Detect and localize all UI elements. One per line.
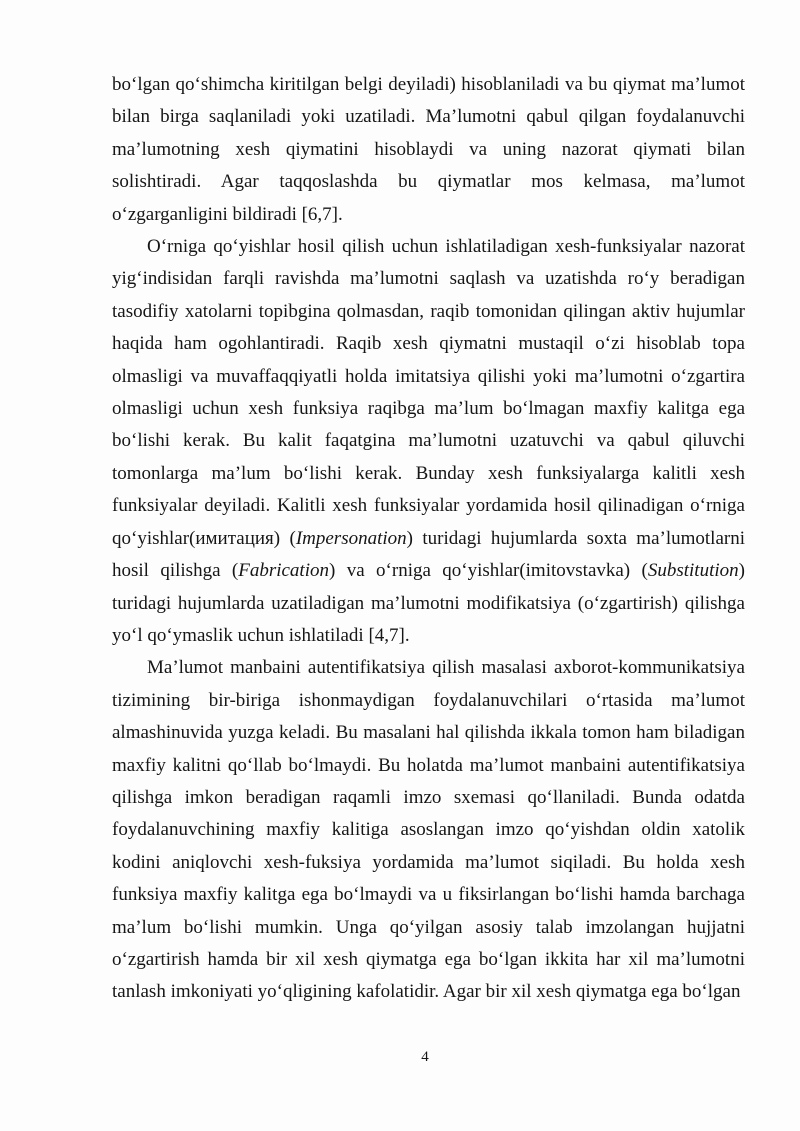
text-segment: ) (738, 560, 745, 582)
italic-term: Substitution (647, 560, 739, 582)
text-line (112, 134, 745, 166)
text-line (112, 782, 745, 814)
text-line (112, 425, 745, 457)
text-segment: O‘rniga qo‘yishlar hosil qilish uchun ishlatiladigan xesh-funksiyalar nazorat (147, 236, 745, 258)
paragraph (112, 652, 745, 1008)
text-segment: yig‘indisidan farqli ravishda ma’lumotni saqlash va uzatishda ro‘y beradigan (112, 268, 745, 290)
italic-term: Fabrication (238, 560, 329, 582)
text-line (112, 814, 745, 846)
text-line (112, 69, 745, 101)
text-segment: yo‘l qo‘ymaslik uchun ishlatiladi [4,7]. (112, 624, 410, 646)
text-segment: tizimining bir-biriga ishonmaydigan foydalanuvchilari o‘rtasida ma’lumot (112, 689, 745, 711)
paragraph (112, 69, 745, 231)
page-number: 4 (421, 1049, 429, 1065)
text-segment: maxfiy kalitni qo‘llab bo‘lmaydi. Bu holatda ma’lumot manbaini autentifikatsiya (112, 754, 745, 776)
text-segment: solishtiradi. Agar taqqoslashda bu qiymatlar mos kelmasa, ma’lumot (112, 171, 745, 193)
text-line (112, 588, 745, 620)
text-segment: foydalanuvchining maxfiy kalitiga asoslangan imzo qo‘yishdan oldin xatolik (112, 819, 745, 841)
text-segment: ) turidagi hujumlarda soxta ma’lumotlarni (406, 527, 745, 549)
text-segment: ma’lumotning xesh qiymatini hisoblaydi va uning nazorat qiymati bilan (112, 138, 745, 160)
text-line (112, 263, 745, 295)
text-line (112, 393, 745, 425)
text-segment: qo‘yishlar(имитация) ( (112, 527, 296, 549)
text-line (112, 361, 745, 393)
text-line (112, 231, 745, 263)
text-line (112, 652, 745, 684)
text-line (112, 912, 745, 944)
italic-term: Impersonation (295, 527, 407, 549)
text-segment: hosil qilishga ( (112, 560, 239, 582)
text-segment: olmasligi va muvaffaqqiyatli holda imitatsiya qilishi yoki ma’lumotni o‘zgartira (112, 365, 745, 387)
text-segment: funksiyalar deyiladi. Kalitli xesh funksiyalar yordamida hosil qilinadigan o‘rniga (112, 495, 745, 517)
text-segment: bo‘lishi kerak. Bu kalit faqatgina ma’lumotni uzatuvchi va qabul qiluvchi (112, 430, 745, 452)
text-line (112, 847, 745, 879)
text-line (112, 555, 745, 587)
text-segment: bo‘lgan qo‘shimcha kiritilgan belgi deyiladi) hisoblaniladi va bu qiymat ma’lumot (112, 74, 745, 95)
text-segment: funksiya maxfiy kalitga ega bo‘lmaydi va u fiksirlangan bo‘lishi hamda barchaga (112, 884, 745, 906)
paragraph (112, 231, 745, 652)
text-segment: tomonlarga ma’lum bo‘lishi kerak. Bunday xesh funksiyalarga kalitli xesh (112, 462, 745, 484)
text-line (112, 328, 745, 360)
text-segment: tasodifiy xatolarni topibgina qolmasdan, raqib tomonidan qilingan aktiv hujumlar (112, 300, 745, 322)
text-line (112, 458, 745, 490)
text-segment: haqida ham ogohlantiradi. Raqib xesh qiymatni mustaqil o‘zi hisoblab topa (112, 333, 745, 355)
text-segment: Ma’lumot manbaini autentifikatsiya qilish masalasi axborot-kommunikatsiya (147, 657, 745, 679)
text-line (112, 523, 745, 555)
text-line (112, 490, 745, 522)
text-segment: o‘zgartirish hamda bir xil xesh qiymatga ega bo‘lgan ikkita har xil ma’lumotni (112, 948, 745, 970)
text-segment: ) va o‘rniga qo‘yishlar(imitovstavka) ( (329, 560, 648, 582)
text-segment: almashinuvida yuzga keladi. Bu masalani hal qilishda ikkala tomon ham biladigan (112, 722, 745, 744)
text-segment: bilan birga saqlaniladi yoki uzatiladi. Ma’lumotni qabul qilgan foydalanuvchi (112, 106, 745, 128)
text-segment: kodini aniqlovchi xesh-fuksiya yordamida ma’lumot siqiladi. Bu holda xesh (112, 851, 745, 873)
text-segment: tanlash imkoniyati yo‘qligining kafolatidir. Agar bir xil xesh qiymatga ega bo‘lgan (112, 981, 741, 1003)
text-line (112, 976, 745, 1008)
text-line (112, 685, 745, 717)
text-segment: olmasligi uchun xesh funksiya raqibga ma’lum bo‘lmagan maxfiy kalitga ega (112, 398, 745, 420)
text-line (112, 717, 745, 749)
text-line (112, 750, 745, 782)
text-segment: turidagi hujumlarda uzatiladigan ma’lumotni modifikatsiya (o‘zgartirish) qilishga (112, 592, 745, 614)
text-line (112, 166, 745, 198)
text-segment: o‘zgarganligini bildiradi [6,7]. (112, 203, 343, 225)
text-segment: ma’lum bo‘lishi mumkin. Unga qo‘yilgan asosiy talab imzolangan hujjatni (112, 916, 745, 938)
text-line (112, 879, 745, 911)
text-segment: qilishga imkon beradigan raqamli imzo sxemasi qo‘llaniladi. Bunda odatda (112, 786, 745, 808)
text-line (112, 620, 745, 652)
text-line (112, 199, 745, 231)
text-block (112, 69, 745, 1009)
text-line (112, 101, 745, 133)
text-line (112, 296, 745, 328)
text-line (112, 944, 745, 976)
